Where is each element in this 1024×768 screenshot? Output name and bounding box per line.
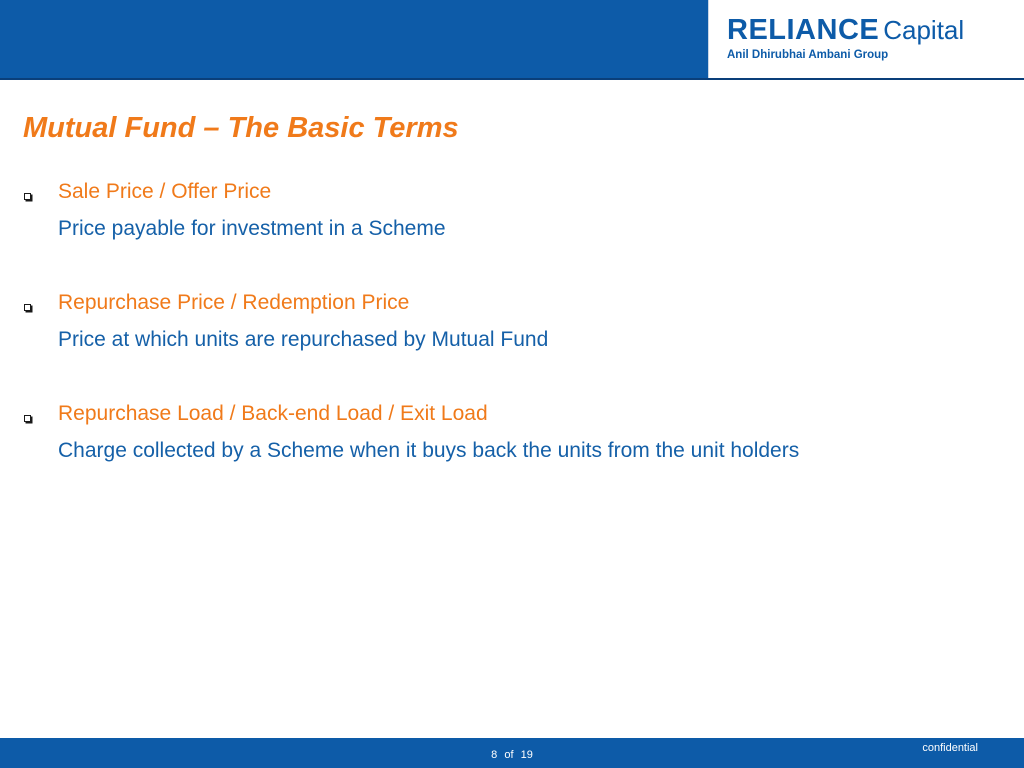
page-total: 19 [520, 749, 533, 761]
logo-brand: RELIANCE [727, 14, 880, 46]
confidential-label: confidential [922, 742, 978, 754]
term-name: Repurchase Load / Back-end Load / Exit Load [58, 402, 488, 425]
term-definition: Price payable for investment in a Scheme [58, 217, 446, 240]
square-bullet-icon [24, 304, 31, 311]
footer-bar [0, 738, 1024, 768]
logo-wordmark [727, 16, 964, 45]
page-current: 8 [491, 749, 498, 761]
page-title: Mutual Fund – The Basic Terms [23, 112, 459, 144]
page-number [0, 749, 1024, 761]
logo-group-tagline: Anil Dhirubhai Ambani Group [727, 49, 889, 61]
reliance-capital-logo [708, 0, 1024, 78]
logo-brand-suffix: Capital [883, 15, 965, 45]
term-name: Repurchase Price / Redemption Price [58, 291, 410, 314]
term-definition: Charge collected by a Scheme when it buys back the units from the unit holders [58, 439, 800, 462]
page-of-label: of [504, 749, 514, 761]
square-bullet-icon [24, 193, 31, 200]
term-definition: Price at which units are repurchased by Mutual Fund [58, 328, 549, 351]
header-bar [0, 0, 1024, 80]
term-name: Sale Price / Offer Price [58, 180, 272, 203]
square-bullet-icon [24, 415, 31, 422]
